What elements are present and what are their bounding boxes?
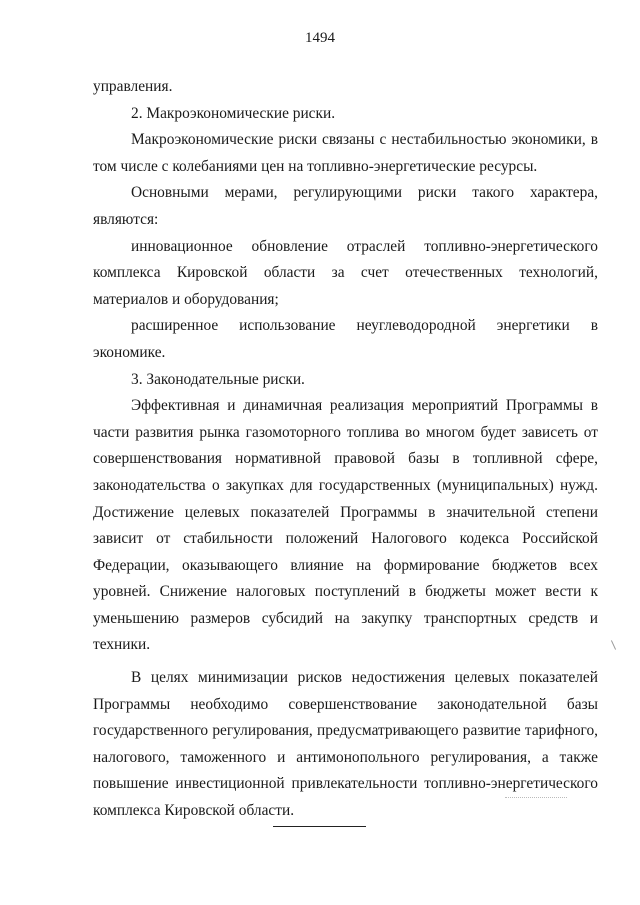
end-of-text-rule — [273, 826, 366, 827]
paragraph-continuation: управления. — [93, 78, 173, 95]
page-number: 1494 — [305, 30, 335, 46]
paragraph-risk-minimization: В целях минимизации рисков недостижения целевых показателей Программы необходимо совершенствование законодательной базы государственного регулирования, предусматривающего развитие тарифного, налогового, таможенного и антимонопольного регулирования, а также повышение инвестиционной привлекательности топливно-энергетического комплекса Кировской области. — [93, 669, 598, 820]
document-body — [93, 74, 598, 825]
paragraph-measures-intro: Основными мерами, регулирующими риски такого характера, являются: — [93, 184, 598, 228]
scan-artifact-tick — [611, 640, 616, 649]
heading-legislative-risks: 3. Законодательные риски. — [131, 370, 305, 388]
paragraph-legislative-description: Эффективная и динамичная реализация мероприятий Программы в части развития рынка газомоторного топлива во многом будет зависеть от совершенствования нормативной правовой базы в топливной сфере, законодательства о закупках для государственных (муниципальных) нужд. Достижение целевых показателей Программы в значительной степени зависит от стабильности положений Налогового кодекса Российской Федерации, оказывающего влияние на формирование бюджетов всех уровней. Снижение налоговых поступлений в бюджеты может вести к уменьшению размеров субсидий на закупку транспортных средств и техники. — [93, 397, 598, 654]
scan-artifact — [505, 797, 567, 798]
paragraph-macroeconomic-description: Макроэкономические риски связаны с нестабильностью экономики, в том числе с колебаниями цен на топливно-энергетические ресурсы. — [93, 131, 598, 175]
list-item-non-hydrocarbon: расширенное использование неуглеводородной энергетики в экономике. — [93, 317, 598, 361]
list-item-innovation: инновационное обновление отраслей топливно-энергетического комплекса Кировской области за счет отечественных технологий, материалов и оборудования; — [93, 237, 598, 308]
heading-macroeconomic-risks: 2. Макроэкономические риски. — [131, 104, 336, 122]
